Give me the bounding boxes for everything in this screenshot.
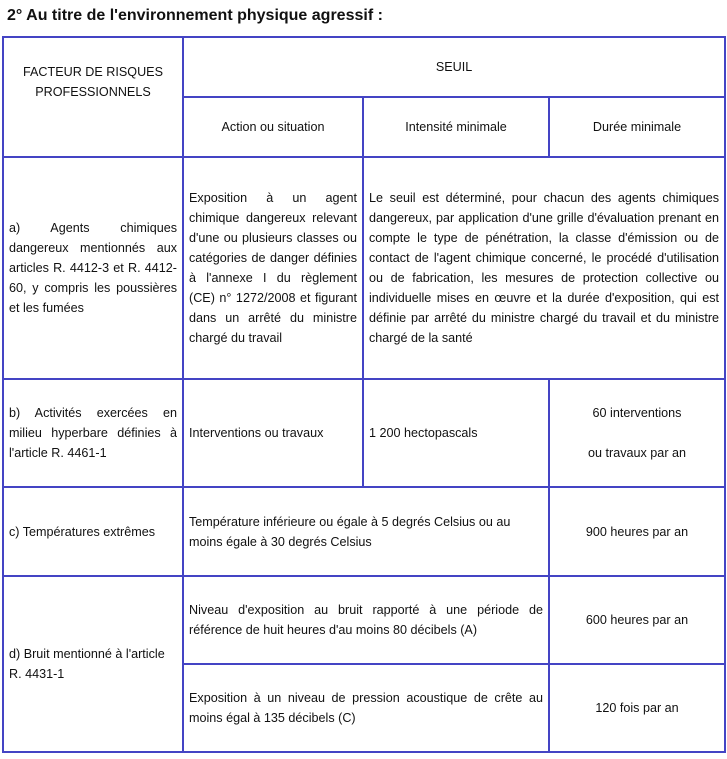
row-d2-duration: 120 fois par an: [549, 664, 725, 752]
row-d-factor: d) Bruit mentionné à l'article R. 4431-1: [3, 576, 183, 752]
header-action: Action ou situation: [183, 97, 363, 157]
header-threshold: SEUIL: [183, 37, 725, 97]
table-row-d1: [3, 576, 725, 664]
row-b-duration-line1: 60 interventions: [592, 406, 682, 420]
row-d1-action-intensity: Niveau d'exposition au bruit rapporté à une période de référence de huit heures d'au moins 80 décibels (A): [183, 576, 549, 664]
table-row-c: [3, 487, 725, 576]
row-b-duration: [549, 379, 725, 487]
section-title: 2° Au titre de l'environnement physique agressif :: [7, 7, 383, 24]
row-c-duration: 900 heures par an: [549, 487, 725, 576]
risk-factors-table: [2, 36, 726, 753]
spacer: [555, 423, 719, 443]
row-b-duration-line2: ou travaux par an: [588, 446, 687, 460]
row-a-factor: a) Agents chimiques dangereux mentionnés aux articles R. 4412-3 et R. 4412-60, y compris les poussières et les fumées: [3, 157, 183, 379]
row-a-threshold: Le seuil est déterminé, pour chacun des agents chimiques dangereux, par application d'une grille d'évaluation prenant en compte le type de pénétration, la classe d'émission ou de contact de l'agent chimique concerné, le procédé d'utilisation ou de fabrication, les mesures de protection collective ou individuelle mises en œuvre et la durée d'exposition, qui est définie par arrêté du ministre chargé du travail et du ministre chargé de la santé: [363, 157, 725, 379]
row-a-action: Exposition à un agent chimique dangereux relevant d'une ou plusieurs classes ou catégories de danger définies à l'annexe I du règlement (CE) n° 1272/2008 et figurant dans un arrêté du ministre chargé du travail: [183, 157, 363, 379]
header-row-1: [3, 37, 725, 97]
row-d1-duration: 600 heures par an: [549, 576, 725, 664]
header-factor: FACTEUR DE RISQUES PROFESSIONNELS: [3, 37, 183, 157]
table-row-a: [3, 157, 725, 379]
row-b-intensity: 1 200 hectopascals: [363, 379, 549, 487]
row-c-action-intensity: Température inférieure ou égale à 5 degrés Celsius ou au moins égale à 30 degrés Celsius: [183, 487, 549, 576]
header-duration: Durée minimale: [549, 97, 725, 157]
table-row-b: [3, 379, 725, 487]
row-c-factor: c) Températures extrêmes: [3, 487, 183, 576]
row-b-factor: b) Activités exercées en milieu hyperbare définies à l'article R. 4461-1: [3, 379, 183, 487]
row-b-action: Interventions ou travaux: [183, 379, 363, 487]
header-intensity: Intensité minimale: [363, 97, 549, 157]
row-d2-action-intensity: Exposition à un niveau de pression acoustique de crête au moins égal à 135 décibels (C): [183, 664, 549, 752]
